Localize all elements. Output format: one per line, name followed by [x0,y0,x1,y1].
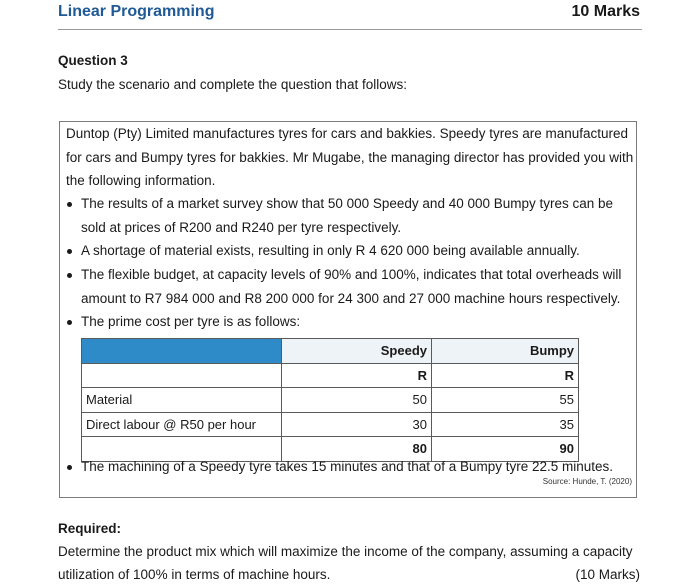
bullet-dot-icon [67,320,72,325]
bullet-dot-icon [67,465,72,470]
total-marks: 10 Marks [571,3,640,20]
required-label: Required: [58,521,122,536]
required-text-line1: Determine the product mix which will maximize the income of the company, assuming a capacity [58,544,633,559]
scenario-intro: Duntop (Pty) Limited manufactures tyres for cars and bakkies. Speedy tyres are manufactured for cars and Bumpy tyres for bakkies. Mr Mugabe, the managing director has provided you with the following information. [66,126,634,188]
required-text-line2: utilization of 100% in terms of machine hours. [58,567,331,582]
row-value-speedy: 50 [282,388,432,413]
row-value-bumpy: 55 [432,388,579,413]
currency-speedy: R [282,363,432,388]
bullet-text: The prime cost per tyre is as follows: [81,314,301,329]
row-value-bumpy: 35 [432,412,579,437]
question-label: Question 3 [58,53,128,68]
table-row [82,412,579,437]
total-speedy: 80 [282,437,432,462]
bullet-text: A shortage of material exists, resulting in only R 4 620 000 being available annually. [81,243,580,258]
scenario-box [59,121,637,498]
row-label: Material [82,388,282,413]
table-row [82,388,579,413]
question-instruction: Study the scenario and complete the question that follows: [58,77,407,92]
table-header-blank [82,339,282,364]
bullet-dot-icon [67,273,72,278]
page-header [58,2,642,30]
currency-bumpy: R [432,363,579,388]
required-marks: (10 Marks) [575,567,640,582]
bullet-text: The results of a market survey show that 50 000 Speedy and 40 000 Bumpy tyres can be sold at prices of R200 and R240 per tyre respectively. [81,196,614,235]
prime-cost-table [81,338,579,462]
source-citation: Source: Hunde, T. (2020) [542,476,632,486]
total-bumpy: 90 [432,437,579,462]
row-label: Direct labour @ R50 per hour [82,412,282,437]
table-header-speedy: Speedy [282,339,432,364]
row-value-speedy: 30 [282,412,432,437]
table-currency-row [82,363,579,388]
bullet-dot-icon [67,202,72,207]
page-title: Linear Programming [58,3,215,20]
bullet-text: The machining of a Speedy tyre takes 15 minutes and that of a Bumpy tyre 22.5 minutes. [81,459,614,474]
table-header-bumpy: Bumpy [432,339,579,364]
table-header-row [82,339,579,364]
bullet-dot-icon [67,249,72,254]
bullet-text: The flexible budget, at capacity levels of 90% and 100%, indicates that total overheads will amount to R7 984 000 and R8 200 000 for 24 300 and 27 000 machine hours respectively. [81,267,622,306]
